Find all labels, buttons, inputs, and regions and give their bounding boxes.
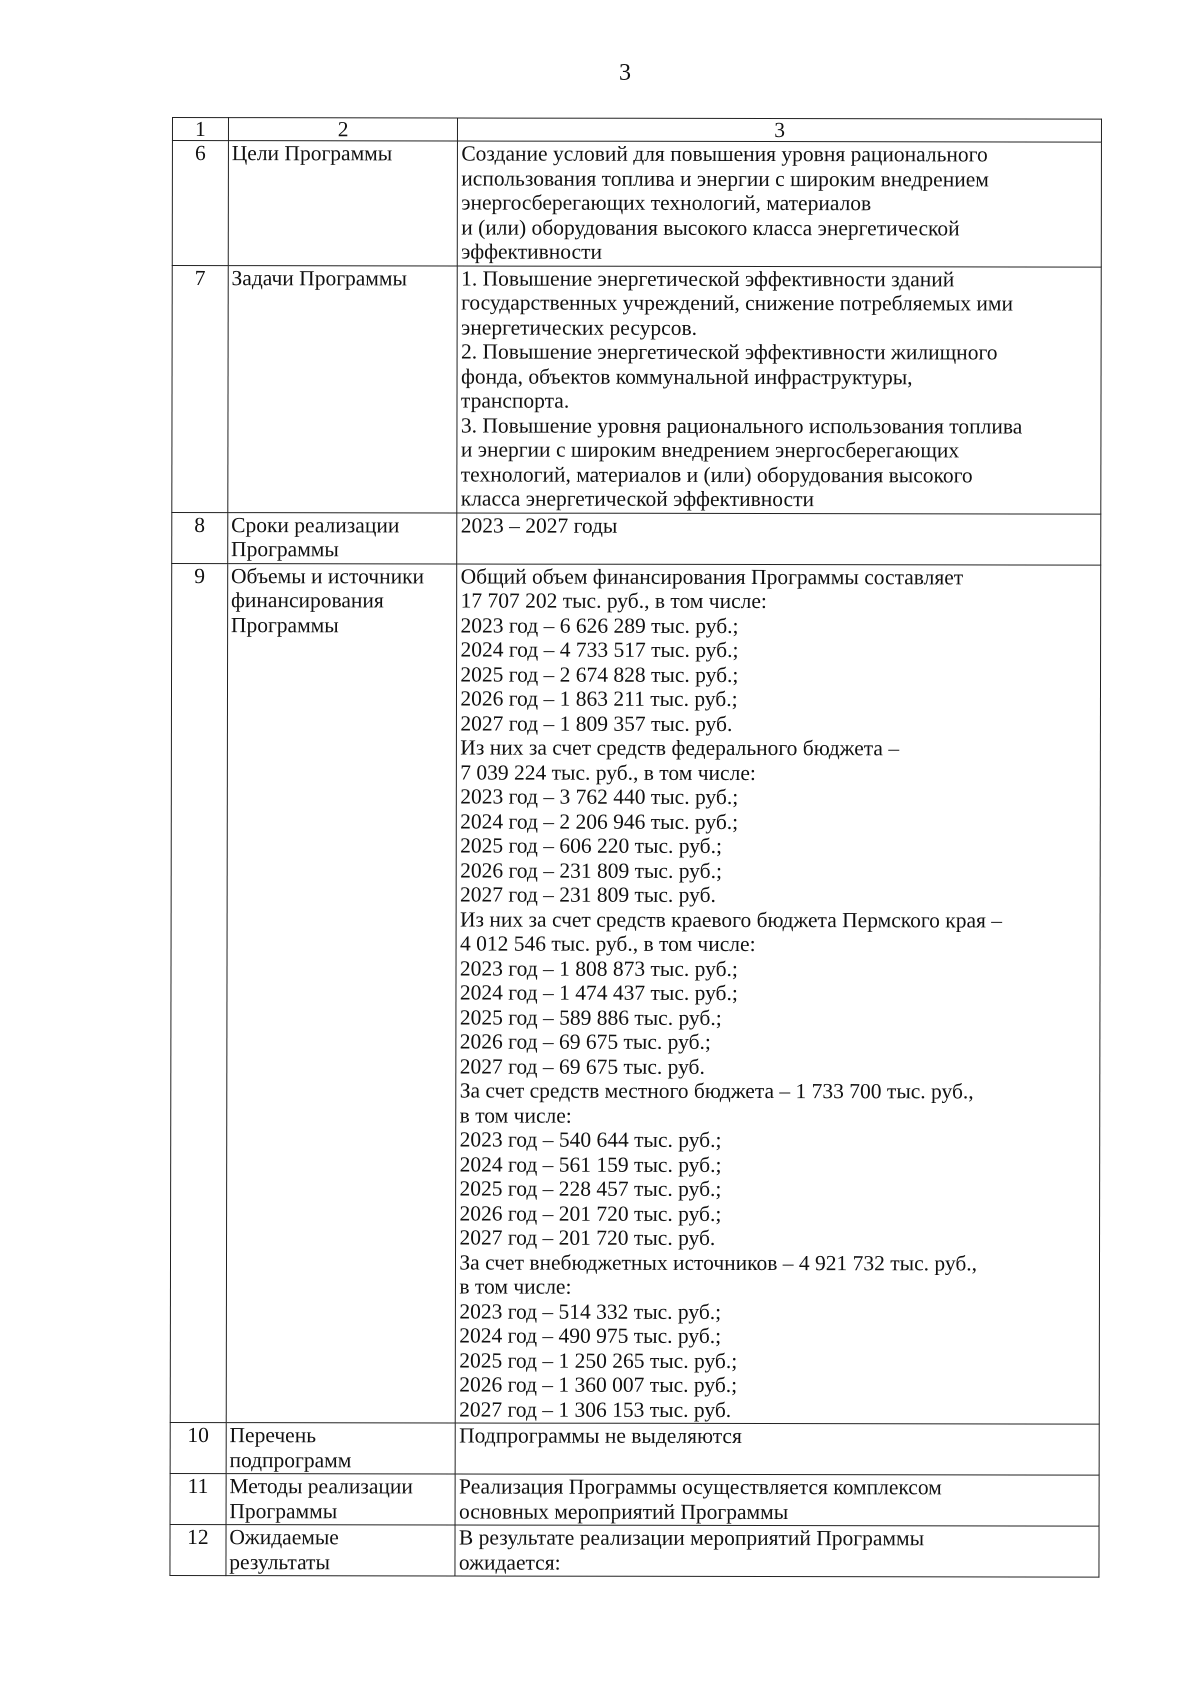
row-content — [455, 1525, 1099, 1577]
row-content-line: 2024 год – 1 474 437 тыс. руб.; — [459, 980, 738, 1005]
table-row — [172, 265, 1101, 514]
row-content-line: 2024 год – 2 206 946 тыс. руб.; — [460, 809, 739, 834]
row-content-line: 4 012 546 тыс. руб., в том числе: — [459, 931, 756, 957]
row-content-line: использования топлива и энергии с широким внедрением — [461, 166, 989, 191]
row-label — [226, 563, 457, 1423]
table-row — [170, 1524, 1099, 1577]
row-content-line: в том числе: — [459, 1103, 572, 1128]
table-row — [170, 1422, 1099, 1475]
row-label-line: финансирования — [230, 588, 384, 613]
table-row — [172, 512, 1101, 565]
row-label — [228, 141, 458, 266]
row-number: 7 — [172, 265, 228, 512]
row-content-line: 2023 год – 540 644 тыс. руб.; — [459, 1127, 722, 1152]
row-content-line: и энергии с широким внедрением энергосберегающих — [460, 437, 960, 463]
row-content-line: 2026 год – 1 360 007 тыс. руб.; — [459, 1372, 738, 1397]
row-content-line: и (или) оборудования высокого класса энергетической — [461, 215, 960, 240]
row-content — [456, 563, 1101, 1424]
row-number: 6 — [172, 141, 228, 266]
table-row — [172, 141, 1101, 267]
row-label-line: Программы — [230, 612, 339, 637]
row-content-line: технологий, материалов и (или) оборудования высокого — [460, 462, 973, 487]
row-label — [226, 1525, 456, 1576]
row-content-line: фонда, объектов коммунальной инфраструктуры, — [460, 364, 913, 389]
row-label-line: Цели Программы — [231, 141, 393, 166]
row-content-line: класса энергетической эффективности — [460, 486, 815, 512]
row-content-line: Из них за счет средств краевого бюджета Пермского края – — [460, 907, 1003, 932]
row-content-line: За счет средств местного бюджета – 1 733 700 тыс. руб., — [459, 1078, 974, 1104]
table-row — [170, 1473, 1099, 1526]
row-content-line: 2024 год – 4 733 517 тыс. руб.; — [460, 637, 739, 662]
row-content-line: 2027 год – 69 675 тыс. руб. — [459, 1054, 705, 1079]
table-header-row — [172, 118, 1101, 143]
row-content-line: 2025 год – 606 220 тыс. руб.; — [460, 833, 723, 858]
row-content-line: основных мероприятий Программы — [458, 1499, 789, 1524]
row-number: 9 — [170, 563, 227, 1423]
row-content-line: 2. Повышение энергетической эффективности жилищного — [460, 339, 998, 365]
row-label-line: Объемы и источники — [231, 563, 425, 588]
row-content-line: 2023 год – 514 332 тыс. руб.; — [459, 1299, 722, 1324]
row-content-line: 2027 год – 231 809 тыс. руб. — [460, 882, 716, 907]
row-content-line: Общий объем финансирования Программы составляет — [460, 564, 964, 589]
row-content — [456, 1423, 1100, 1475]
page-number: 3 — [619, 60, 631, 86]
header-col-3: 3 — [458, 118, 1102, 142]
row-content-line: 2026 год – 1 863 211 тыс. руб.; — [460, 686, 738, 711]
row-label-line: Программы — [231, 537, 339, 562]
row-content-line: В результате реализации мероприятий Программы — [458, 1525, 925, 1551]
row-content-line: 2027 год – 1 306 153 тыс. руб. — [459, 1397, 732, 1422]
row-label-line: Ожидаемые — [229, 1525, 339, 1550]
row-content-line: эффективности — [461, 239, 603, 264]
row-label — [228, 265, 458, 512]
row-content-line: Подпрограммы не выделяются — [459, 1423, 742, 1448]
row-label-line: Задачи Программы — [231, 265, 408, 290]
row-content-line: 7 039 224 тыс. руб., в том числе: — [460, 760, 756, 785]
row-content-line: 3. Повышение уровня рационального использования топлива — [460, 413, 1023, 438]
row-content-line: 2026 год – 231 809 тыс. руб.; — [460, 858, 722, 883]
row-content — [457, 265, 1101, 513]
row-label — [228, 512, 458, 563]
row-content-line: 2027 год – 1 809 357 тыс. руб. — [460, 711, 733, 736]
row-content-line: транспорта. — [460, 388, 570, 413]
row-label-line: Перечень — [229, 1423, 317, 1448]
row-label-line: результаты — [229, 1549, 330, 1574]
row-content-line: государственных учреждений, снижение потребляемых ими — [461, 290, 1014, 316]
row-content-line: в том числе: — [459, 1274, 572, 1299]
row-number: 10 — [170, 1422, 226, 1473]
row-content-line: Создание условий для повышения уровня рационального — [461, 141, 988, 167]
row-content-line: 2025 год – 2 674 828 тыс. руб.; — [460, 662, 739, 687]
row-content-line: За счет внебюджетных источников – 4 921 732 тыс. руб., — [459, 1250, 978, 1275]
row-content-line: 2025 год – 589 886 тыс. руб.; — [459, 1005, 722, 1030]
row-content-line: 2023 год – 1 808 873 тыс. руб.; — [459, 956, 738, 981]
row-number: 8 — [172, 512, 228, 563]
row-content-line: Реализация Программы осуществляется комплексом — [459, 1474, 942, 1500]
row-content-line: энергетических ресурсов. — [461, 315, 698, 340]
row-content-line: ожидается: — [458, 1550, 561, 1575]
table-row — [170, 563, 1100, 1424]
row-label-line: Сроки реализации — [231, 512, 400, 537]
row-content-line: энергосберегающих технологий, материалов — [461, 190, 872, 216]
row-number: 12 — [170, 1524, 226, 1575]
row-content-line: 1. Повышение энергетической эффективности зданий — [461, 266, 955, 291]
row-content-line: 2025 год – 228 457 тыс. руб.; — [459, 1176, 722, 1201]
row-label-line: Программы — [229, 1498, 338, 1523]
row-content-line: 2026 год – 69 675 тыс. руб.; — [459, 1029, 711, 1054]
row-content — [458, 141, 1102, 267]
row-label-line: подпрограмм — [229, 1447, 352, 1472]
header-col-2: 2 — [228, 118, 458, 141]
row-content-line: 2025 год – 1 250 265 тыс. руб.; — [459, 1348, 738, 1373]
row-content-line: 2027 год – 201 720 тыс. руб. — [459, 1225, 716, 1250]
header-col-1: 1 — [172, 118, 228, 141]
program-passport-table — [169, 117, 1102, 1578]
row-label — [226, 1474, 456, 1525]
row-content-line: 2024 год – 561 159 тыс. руб.; — [459, 1152, 722, 1177]
row-content-line: Из них за счет средств федерального бюджета – — [460, 735, 900, 761]
row-label — [226, 1423, 456, 1474]
row-content-line: 2026 год – 201 720 тыс. руб.; — [459, 1201, 722, 1226]
row-label-line: Методы реализации — [229, 1474, 413, 1499]
row-content-line: 2023 год – 6 626 289 тыс. руб.; — [460, 613, 739, 638]
row-content-line: 2023 – 2027 годы — [460, 513, 618, 538]
row-content-line: 2023 год – 3 762 440 тыс. руб.; — [460, 784, 739, 809]
row-content-line: 2024 год – 490 975 тыс. руб.; — [459, 1323, 722, 1348]
row-content — [455, 1474, 1099, 1526]
row-content-line: 17 707 202 тыс. руб., в том числе: — [460, 588, 767, 614]
row-number: 11 — [170, 1473, 226, 1524]
row-content — [457, 512, 1101, 564]
